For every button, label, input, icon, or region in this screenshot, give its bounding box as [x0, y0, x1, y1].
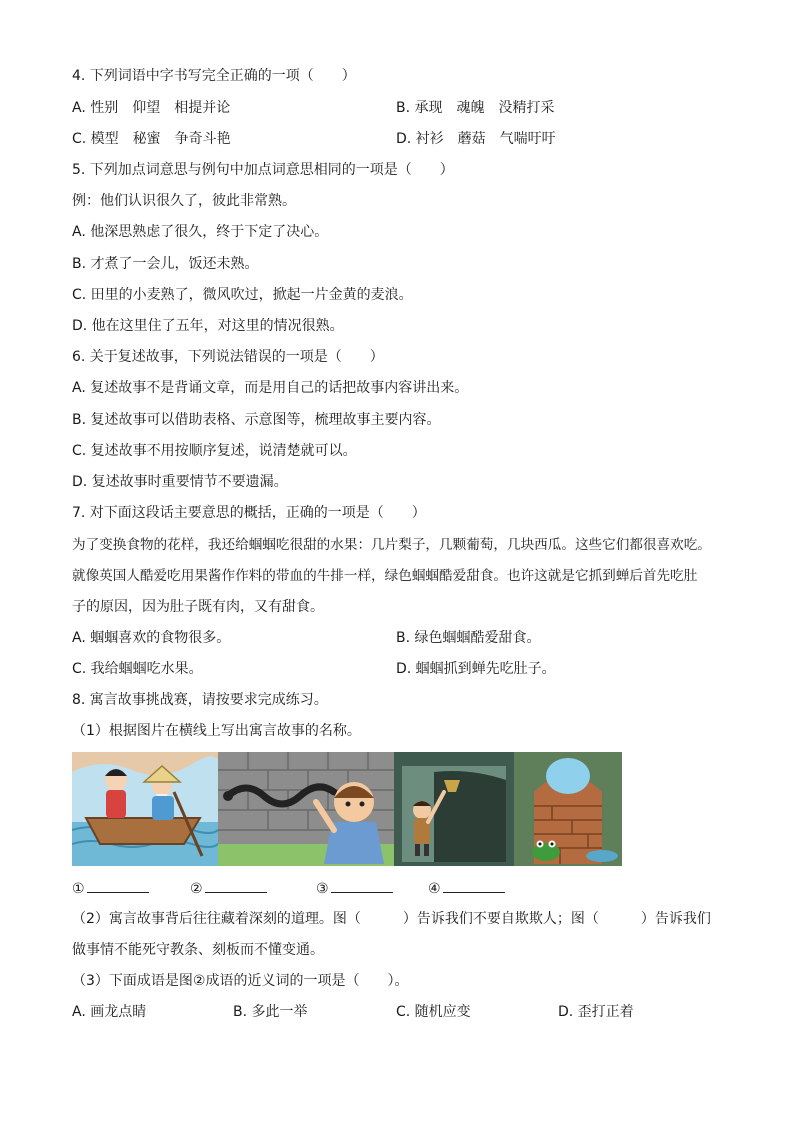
- q6-stem: 6. 关于复述故事，下列说法错误的一项是（ ）: [72, 349, 384, 365]
- q5-stem: 5. 下列加点词意思与例句中加点词意思相同的一项是（ ）: [72, 162, 454, 178]
- q8-option-b: B. 多此一举: [233, 1004, 308, 1020]
- q8-option-c: C. 随机应变: [396, 1004, 471, 1020]
- q5-option-b: B. 才煮了一会儿，饭还未熟。: [72, 256, 259, 272]
- q4-option-a: A. 性别 仰望 相提并论: [72, 100, 231, 116]
- blank-number-4: ④: [428, 881, 441, 897]
- fable-image-1: [72, 752, 218, 866]
- blank-number-2: ②: [190, 881, 203, 897]
- q8-part2-line-2: 做事情不能死守教条、刻板而不懂变通。: [72, 942, 324, 958]
- q4-option-b: B. 承现 魂魄 没精打采: [396, 100, 555, 116]
- q4-option-c: C. 模型 秘蜜 争奇斗艳: [72, 131, 231, 147]
- q7-passage-line-3: 子的原因，因为肚子既有肉，又有甜食。: [72, 599, 324, 615]
- answer-blank-2[interactable]: [190, 878, 267, 899]
- q6-option-b: B. 复述故事可以借助表格、示意图等，梳理故事主要内容。: [72, 412, 441, 428]
- q8-part1: （1）根据图片在横线上写出寓言故事的名称。: [72, 723, 361, 739]
- q7-option-d: D. 蝈蝈抓到蝉先吃肚子。: [396, 661, 556, 677]
- q6-option-d: D. 复述故事时重要情节不要遗漏。: [72, 474, 288, 490]
- q4-option-d: D. 衬衫 蘑菇 气喘吁吁: [396, 131, 556, 147]
- q8-option-d: D. 歪打正着: [558, 1004, 634, 1020]
- q4-stem: 4. 下列词语中字书写完全正确的一项（ ）: [72, 68, 356, 84]
- q6-option-a: A. 复述故事不是背诵文章，而是用自己的话把故事内容讲出来。: [72, 380, 469, 396]
- q6-option-c: C. 复述故事不用按顺序复述，说清楚就可以。: [72, 443, 357, 459]
- answer-blank-3[interactable]: [316, 878, 393, 899]
- q7-stem: 7. 对下面这段话主要意思的概括，正确的一项是（ ）: [72, 505, 426, 521]
- blank-number-1: ①: [72, 881, 85, 897]
- fable-illustrations: [72, 752, 622, 866]
- fable-image-2: [218, 752, 394, 866]
- fable-image-3: [394, 752, 514, 866]
- q7-option-c: C. 我给蝈蝈吃水果。: [72, 661, 203, 677]
- q8-stem: 8. 寓言故事挑战赛，请按要求完成练习。: [72, 692, 328, 708]
- q5-option-a: A. 他深思熟虑了很久，终于下定了决心。: [72, 224, 329, 240]
- q5-option-c: C. 田里的小麦熟了，微风吹过，掀起一片金黄的麦浪。: [72, 287, 413, 303]
- q8-option-a: A. 画龙点睛: [72, 1004, 147, 1020]
- q7-option-a: A. 蝈蝈喜欢的食物很多。: [72, 630, 231, 646]
- fable-image-4: [514, 752, 622, 866]
- q7-passage-line-2: 就像英国人酷爱吃用果酱作作料的带血的牛排一样，绿色蝈蝈酷爱甜食。也许这就是它抓到蝉后首先吃肚: [72, 568, 698, 584]
- q8-part3: （3）下面成语是图②成语的近义词的一项是（ ）。: [72, 973, 409, 989]
- q8-part2-line-1: （2）寓言故事背后往往藏着深刻的道理。图（ ）告诉我们不要自欺欺人；图（ ）告诉我们: [72, 911, 711, 927]
- answer-blank-1[interactable]: [72, 878, 149, 899]
- q5-example: 例：他们认识很久了，彼此非常熟。: [72, 193, 296, 209]
- q7-option-b: B. 绿色蝈蝈酷爱甜食。: [396, 630, 541, 646]
- q5-option-d: D. 他在这里住了五年，对这里的情况很熟。: [72, 318, 344, 334]
- q7-passage-line-1: 为了变换食物的花样，我还给蝈蝈吃很甜的水果：几片梨子，几颗葡萄，几块西瓜。这些它们都很喜欢吃。: [72, 537, 711, 553]
- blank-number-3: ③: [316, 881, 329, 897]
- answer-blank-4[interactable]: [428, 878, 505, 899]
